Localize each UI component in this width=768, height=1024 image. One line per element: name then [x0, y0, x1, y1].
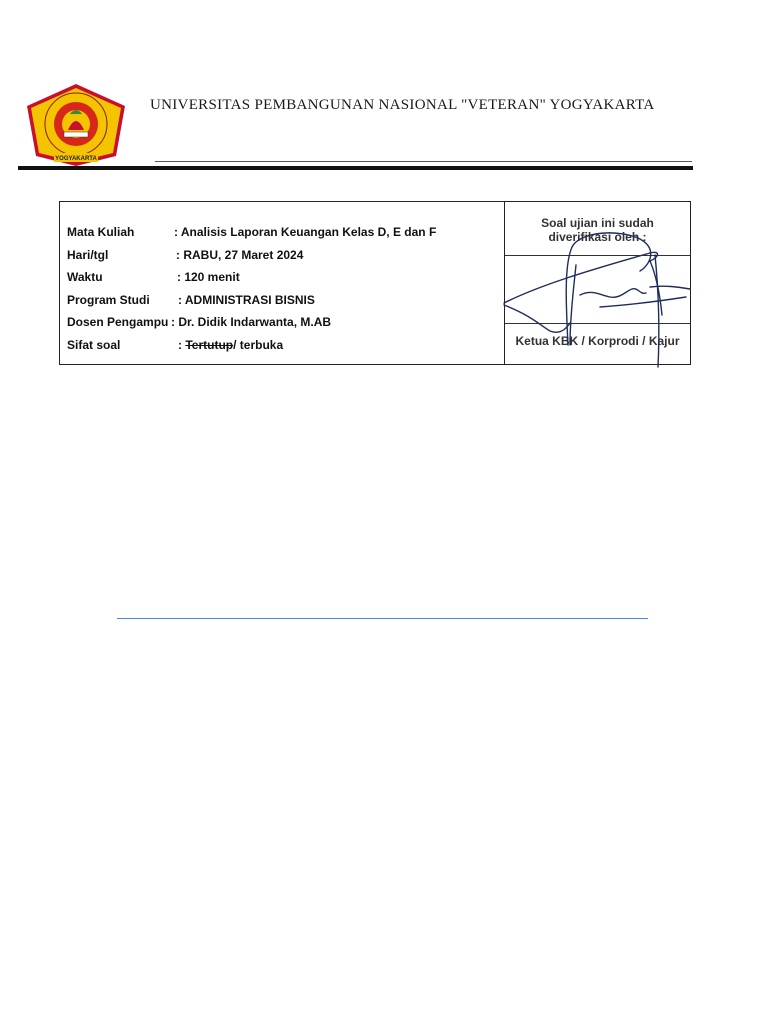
sifat-prefix: :: [178, 337, 182, 352]
verifier-role: Ketua KBK / Korprodi / Kajur: [515, 334, 680, 348]
blue-horizontal-line: [117, 618, 648, 619]
label-waktu: Waktu: [67, 270, 103, 284]
verification-rule-bottom: [505, 323, 690, 324]
verification-title: [505, 216, 690, 244]
university-name: UNIVERSITAS PEMBANGUNAN NASIONAL "VETERAN" YOGYAKARTA: [150, 97, 655, 113]
sifat-selected-option: / terbuka: [233, 337, 284, 352]
exam-info-box: [59, 201, 691, 365]
label-mata-kuliah: Mata Kuliah: [67, 225, 135, 239]
university-logo: [24, 82, 128, 168]
label-dosen-pengampu: Dosen Pengampu: [67, 315, 169, 329]
verification-title-line1: Soal ujian ini sudah: [541, 216, 654, 230]
verification-panel: [505, 202, 690, 364]
verification-title-line2: diverifikasi oleh :: [548, 230, 647, 244]
value-mata-kuliah: : Analisis Laporan Keuangan Kelas D, E dan F: [174, 225, 437, 239]
verification-rule-top: [505, 255, 690, 256]
label-hari-tgl: Hari/tgl: [67, 247, 109, 262]
value-program-studi: : ADMINISTRASI BISNIS: [178, 292, 315, 307]
value-sifat-soal: [178, 337, 283, 353]
value-dosen-pengampu: : Dr. Didik Indarwanta, M.AB: [171, 315, 332, 329]
sifat-struck-option: Tertutup: [185, 337, 234, 352]
svg-text:YOGYAKARTA: YOGYAKARTA: [55, 156, 97, 162]
value-hari-tgl: : RABU, 27 Maret 2024: [176, 247, 304, 262]
label-program-studi: Program Studi: [67, 292, 150, 307]
header-rule-thick: [18, 166, 693, 170]
label-sifat-soal: Sifat soal: [67, 337, 121, 352]
header-rule-thin: [155, 161, 692, 162]
value-waktu: : 120 menit: [177, 270, 240, 284]
